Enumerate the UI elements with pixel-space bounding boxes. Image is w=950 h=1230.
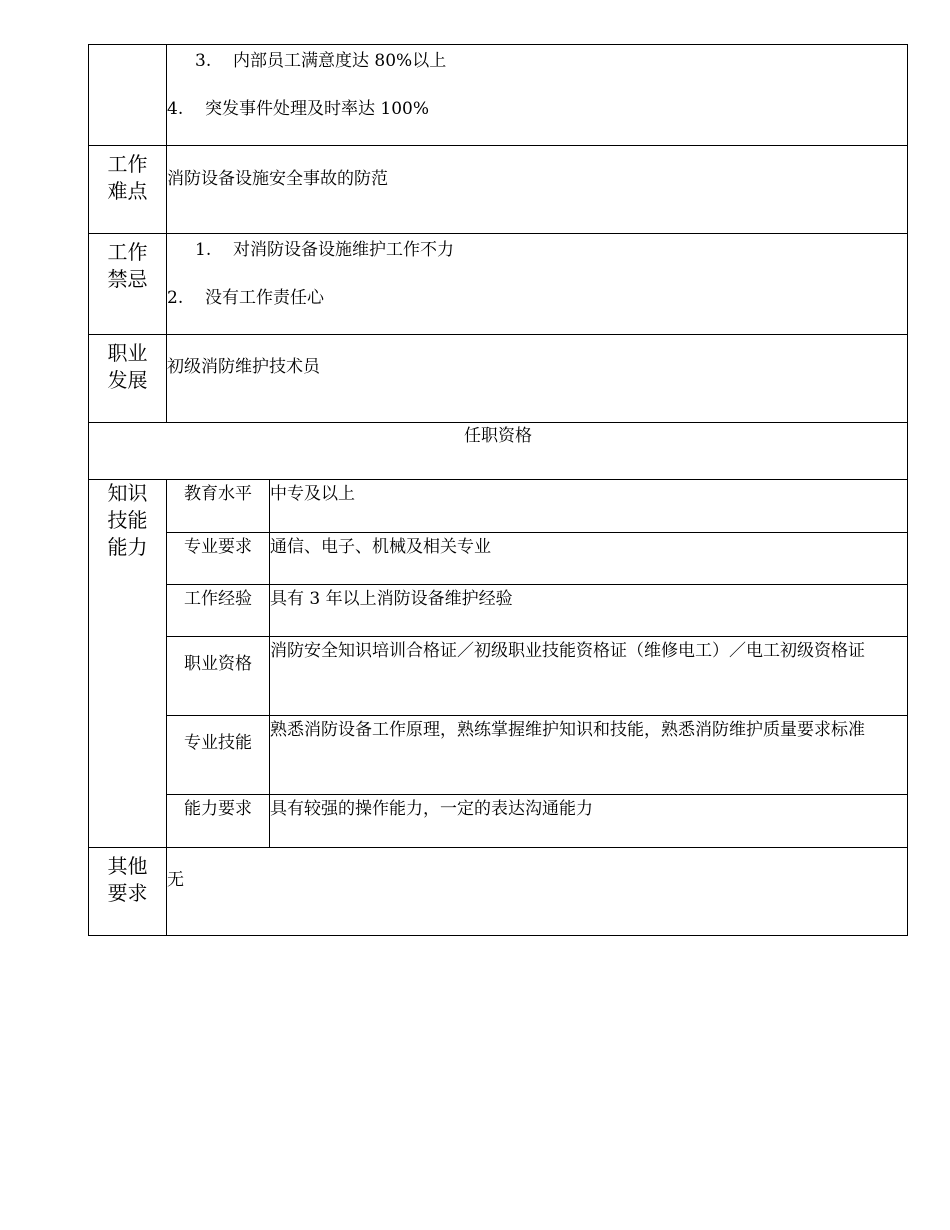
experience-label: 工作经验 <box>184 589 252 609</box>
taboo-label-cell <box>89 234 167 335</box>
knowledge-label-line1: 知识 <box>107 481 148 505</box>
taboo-item-1 <box>167 234 907 263</box>
difficulty-label-line1: 工作 <box>107 152 148 176</box>
major-value: 通信、电子、机械及相关专业 <box>270 537 491 557</box>
qualification-header-row <box>89 423 908 480</box>
difficulty-label <box>89 146 166 205</box>
targets-content-cell <box>167 45 908 146</box>
taboo-item-2-num: 2. <box>167 288 184 308</box>
education-label-cell <box>167 480 270 533</box>
knowledge-label-line2: 技能 <box>107 508 148 532</box>
target-item-4-num: 4. <box>167 99 184 119</box>
knowledge-label-line3: 能力 <box>107 535 148 559</box>
certification-value: 消防安全知识培训合格证／初级职业技能资格证（维修电工）／电工初级资格证 <box>270 641 865 661</box>
qualification-header: 任职资格 <box>89 423 908 480</box>
other-label <box>89 848 166 907</box>
career-row <box>89 335 908 423</box>
knowledge-row-certification <box>89 637 908 716</box>
education-value-cell <box>270 480 908 533</box>
taboo-label <box>89 234 166 293</box>
experience-value-cell <box>270 585 908 637</box>
other-row <box>89 848 908 936</box>
knowledge-row-education <box>89 480 908 533</box>
knowledge-row-ability <box>89 795 908 848</box>
ability-value: 具有较强的操作能力，一定的表达沟通能力 <box>270 799 593 819</box>
target-item-4-text: 突发事件处理及时率达 100% <box>205 99 430 119</box>
other-content: 无 <box>167 870 184 890</box>
other-label-line2: 要求 <box>107 881 148 905</box>
taboo-item-1-num: 1. <box>195 240 212 260</box>
job-description-table <box>88 44 908 936</box>
career-content-cell <box>167 335 908 423</box>
taboo-item-2 <box>167 263 907 311</box>
difficulty-row <box>89 146 908 234</box>
knowledge-label-cell <box>89 480 167 848</box>
difficulty-content-cell <box>167 146 908 234</box>
taboo-row <box>89 234 908 335</box>
ability-label-cell <box>167 795 270 848</box>
skills-label-cell <box>167 716 270 795</box>
certification-label: 职业资格 <box>184 654 252 674</box>
other-content-cell <box>167 848 908 936</box>
knowledge-label <box>89 480 166 561</box>
knowledge-row-skills <box>89 716 908 795</box>
certification-value-cell <box>270 637 908 716</box>
experience-label-cell <box>167 585 270 637</box>
skills-value: 熟悉消防设备工作原理，熟练掌握维护知识和技能，熟悉消防维护质量要求标准 <box>270 720 865 740</box>
difficulty-content: 消防设备设施安全事故的防范 <box>167 169 388 189</box>
knowledge-row-experience <box>89 585 908 637</box>
taboo-content-cell <box>167 234 908 335</box>
career-label <box>89 335 166 394</box>
target-item-3-num: 3. <box>195 51 212 71</box>
major-label-cell <box>167 533 270 585</box>
career-label-cell <box>89 335 167 423</box>
target-item-3-text: 内部员工满意度达 80%以上 <box>233 51 447 71</box>
targets-label-cell <box>89 45 167 146</box>
career-label-line1: 职业 <box>107 341 148 365</box>
major-label: 专业要求 <box>184 537 252 557</box>
major-value-cell <box>270 533 908 585</box>
target-item-3 <box>167 45 907 74</box>
experience-value: 具有 3 年以上消防设备维护经验 <box>270 589 513 609</box>
difficulty-label-cell <box>89 146 167 234</box>
career-content: 初级消防维护技术员 <box>167 357 320 377</box>
other-label-line1: 其他 <box>107 854 148 878</box>
education-value: 中专及以上 <box>270 484 355 504</box>
skills-label: 专业技能 <box>184 733 252 753</box>
taboo-label-line1: 工作 <box>107 240 148 264</box>
certification-label-cell <box>167 637 270 716</box>
other-label-cell <box>89 848 167 936</box>
taboo-label-line2: 禁忌 <box>107 267 148 291</box>
taboo-item-2-text: 没有工作责任心 <box>205 288 324 308</box>
targets-row <box>89 45 908 146</box>
ability-value-cell <box>270 795 908 848</box>
ability-label: 能力要求 <box>184 799 252 819</box>
education-label: 教育水平 <box>184 484 252 504</box>
knowledge-row-major <box>89 533 908 585</box>
taboo-item-1-text: 对消防设备设施维护工作不力 <box>233 240 454 260</box>
difficulty-label-line2: 难点 <box>107 179 148 203</box>
career-label-line2: 发展 <box>107 368 148 392</box>
skills-value-cell <box>270 716 908 795</box>
target-item-4 <box>167 74 907 122</box>
